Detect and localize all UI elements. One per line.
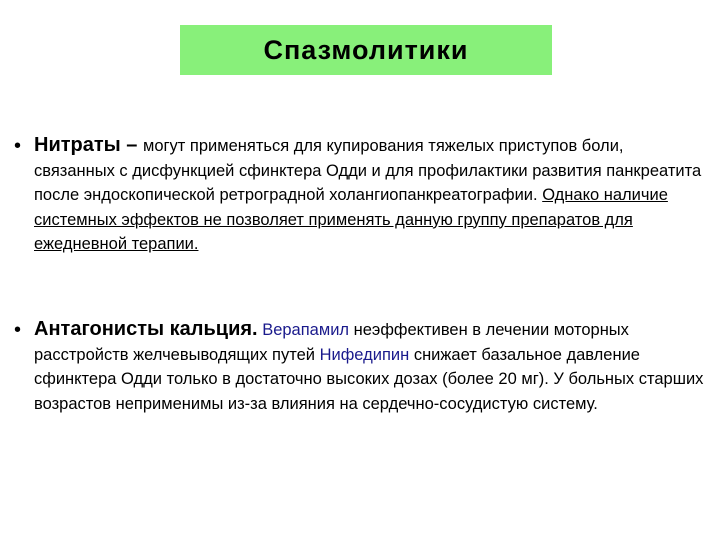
drug-name-verapamil: Верапамил [262,321,350,339]
bullet-text [34,317,704,416]
bullet-text [34,133,704,257]
heading-dash: – [120,134,143,156]
bullet-item-calcium-antagonists [14,317,704,416]
bullet-description: могут применяться для купирования тяжелых приступов боли, связанных с дисфункцией сфинктера Одди и для профилактики развития панкреатита после эндоскопической ретроградной холангиопанкреатографии. [34,137,702,204]
bullet-item-nitrates [14,133,704,257]
bullet-description-continued: снижает базальное давление сфинктера Одди только в достаточно высоких дозах (более 20 мг). У больных старших возрастов неприменимы из-за влияния на сердечно-сосудистую систему. [34,345,704,413]
bullet-marker: • [14,319,22,341]
drug-name-nifedipine: Нифедипин [319,345,410,364]
bullet-description: неэффективен в лечении моторных расстройств желчевыводящих путей [34,321,629,364]
title-banner [180,25,552,75]
slide-title: Спазмолитики [263,34,469,65]
bullet-marker: • [14,135,22,157]
bullet-heading: Антагонисты кальция. [34,318,258,340]
underlined-note: Однако наличие системных эффектов не позволяет применять данную группу препаратов для ежедневной терапии. [34,186,668,253]
bullet-heading: Нитраты [34,134,121,156]
